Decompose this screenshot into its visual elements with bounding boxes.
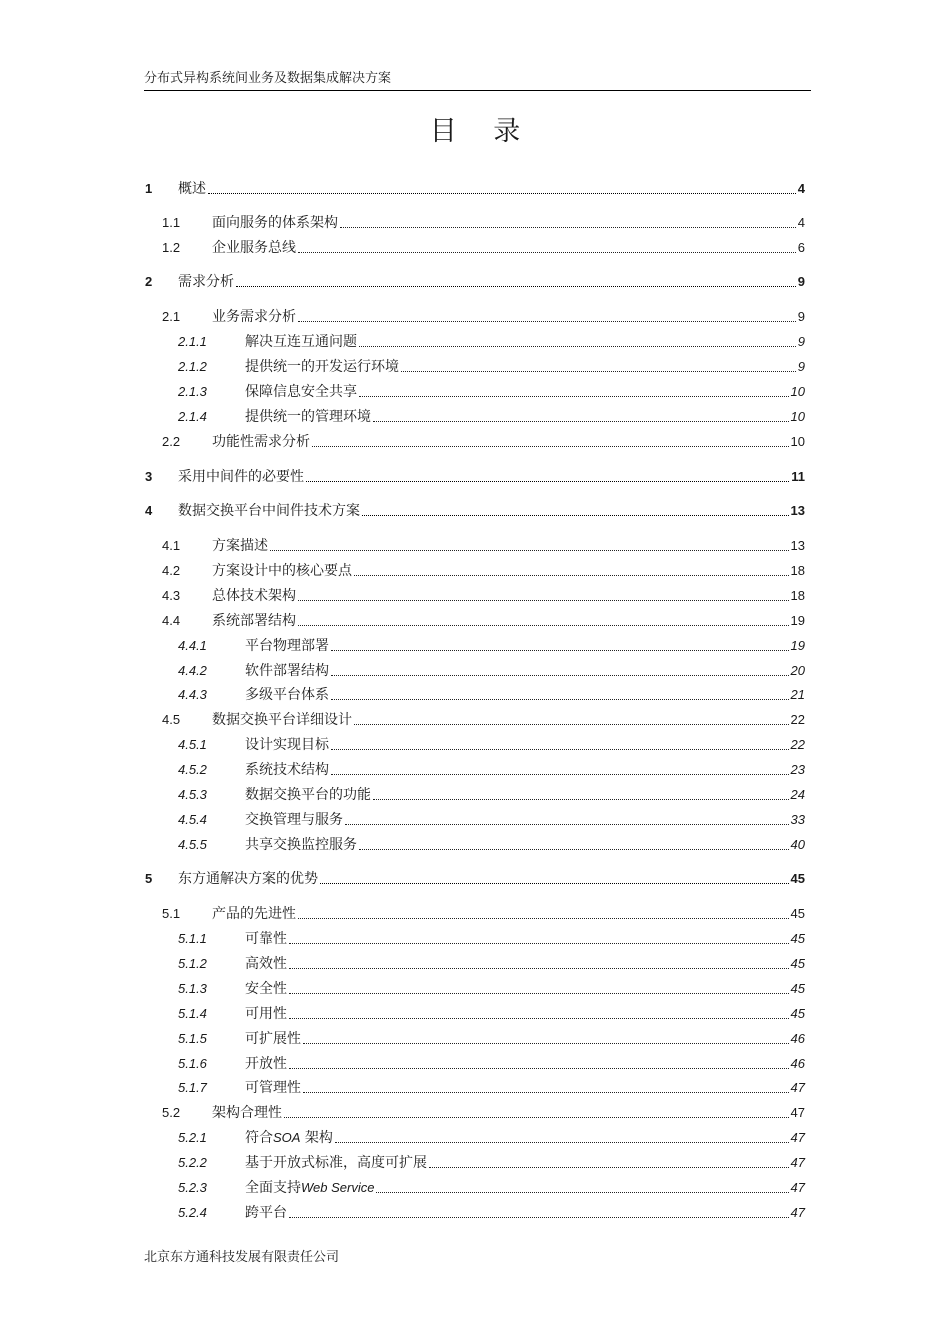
toc-leader-dots [354, 724, 789, 725]
toc-entry-page: 9 [797, 309, 805, 324]
toc-entry-page: 10 [790, 434, 805, 449]
toc-entry-page: 23 [790, 762, 805, 777]
toc-leader-dots [303, 1092, 789, 1093]
toc-leader-dots [429, 1167, 789, 1168]
toc-leader-dots [236, 286, 796, 287]
toc-entry-number: 3 [145, 469, 153, 484]
toc-leader-dots [312, 446, 789, 447]
toc-entry-title: 东方通解决方案的优势 [178, 871, 318, 887]
toc-entry-page: 4 [797, 181, 805, 196]
toc-entry-page: 18 [790, 563, 805, 578]
toc-entry-page: 20 [790, 663, 805, 678]
toc-entry-title: 高效性 [245, 956, 287, 972]
toc-entry-title: 需求分析 [178, 274, 234, 290]
header-text: 分布式异构系统间业务及数据集成解决方案 [144, 71, 392, 86]
toc-leader-dots [289, 968, 789, 969]
toc-leader-dots [306, 481, 789, 482]
toc-leader-dots [270, 550, 789, 551]
toc-entry-number: 1.1 [162, 215, 181, 230]
toc-entry-title: 多级平台体系 [245, 687, 329, 703]
toc-entry[interactable] [0, 466, 950, 488]
toc-entry[interactable] [0, 868, 950, 890]
toc-entry-page: 47 [790, 1155, 805, 1170]
toc-entry-title: 软件部署结构 [245, 663, 329, 679]
toc-entry[interactable] [0, 709, 950, 731]
toc-entry[interactable] [0, 535, 950, 557]
toc-entry-title: 可用性 [245, 1006, 287, 1022]
toc-entry[interactable] [0, 928, 950, 950]
toc-leader-dots [345, 824, 789, 825]
toc-entry[interactable] [0, 1003, 950, 1025]
toc-entry-title: 提供统一的开发运行环境 [245, 359, 399, 375]
toc-entry[interactable] [0, 1102, 950, 1124]
toc-entry[interactable] [0, 306, 950, 328]
toc-entry-title: 业务需求分析 [212, 309, 296, 325]
toc-entry[interactable] [0, 610, 950, 632]
toc-entry-title: 架构合理性 [212, 1105, 282, 1121]
toc-entry-title: 产品的先进性 [212, 906, 296, 922]
toc-leader-dots [298, 252, 796, 253]
toc-entry-page: 24 [790, 787, 805, 802]
toc-entry-page: 45 [790, 1006, 805, 1021]
toc-entry-number: 4.5.4 [178, 812, 207, 827]
toc-entry-title: 方案描述 [212, 538, 268, 554]
toc-leader-dots [289, 1018, 789, 1019]
toc-entry-page: 45 [790, 981, 805, 996]
toc-entry-page: 47 [790, 1105, 805, 1120]
toc-entry-title: 安全性 [245, 981, 287, 997]
toc-entry[interactable] [0, 660, 950, 682]
toc-leader-dots [401, 371, 796, 372]
toc-entry[interactable] [0, 1028, 950, 1050]
toc-entry-number: 5.1.6 [178, 1056, 207, 1071]
toc-entry-title: 可靠性 [245, 931, 287, 947]
toc-leader-dots [331, 675, 789, 676]
toc-leader-dots [289, 1217, 789, 1218]
toc-entry-number: 5.1.4 [178, 1006, 207, 1021]
toc-entry-number: 2 [145, 274, 153, 289]
toc-entry-page: 22 [790, 737, 805, 752]
toc-leader-dots [303, 1043, 789, 1044]
toc-entry-number: 4.1 [162, 538, 181, 553]
toc-leader-dots [362, 515, 789, 516]
toc-entry-title: 数据交换平台详细设计 [212, 712, 352, 728]
toc-entry-title: 概述 [178, 181, 206, 197]
toc-entry-page: 6 [797, 240, 805, 255]
toc-entry-title: 全面支持Web Service [245, 1180, 375, 1196]
toc-entry-page: 45 [790, 956, 805, 971]
toc-entry-page: 9 [797, 274, 805, 289]
toc-entry[interactable] [0, 331, 950, 353]
toc-entry-title: 解决互连互通问题 [245, 334, 357, 350]
toc-entry-page: 47 [790, 1205, 805, 1220]
toc-entry-title: 符合SOA 架构 [245, 1130, 333, 1146]
toc-entry-number: 5.2.1 [178, 1130, 207, 1145]
toc-entry-number: 5.1.2 [178, 956, 207, 971]
toc-entry-page: 33 [790, 812, 805, 827]
toc-entry-number: 4.5.1 [178, 737, 207, 752]
toc-leader-dots [298, 321, 796, 322]
toc-leader-dots [289, 993, 789, 994]
toc-entry-number: 1.2 [162, 240, 181, 255]
toc-entry-title: 面向服务的体系架构 [212, 215, 338, 231]
toc-entry-page: 47 [790, 1130, 805, 1145]
toc-leader-dots [284, 1117, 789, 1118]
toc-entry-page: 9 [797, 334, 805, 349]
toc-entry[interactable] [0, 635, 950, 657]
toc-leader-dots [359, 346, 796, 347]
toc-entry-title: 基于开放式标准，高度可扩展 [245, 1155, 427, 1171]
toc-entry-page: 45 [790, 931, 805, 946]
toc-entry-title: 总体技术架构 [212, 588, 296, 604]
toc-entry-page: 47 [790, 1080, 805, 1095]
toc-entry[interactable] [0, 431, 950, 453]
toc-entry-title: 系统技术结构 [245, 762, 329, 778]
toc-entry-title: 可扩展性 [245, 1031, 301, 1047]
toc-leader-dots [331, 650, 789, 651]
toc-entry[interactable] [0, 271, 950, 293]
toc-entry-title: 采用中间件的必要性 [178, 469, 304, 485]
toc-entry-page: 22 [790, 712, 805, 727]
toc-entry[interactable] [0, 809, 950, 831]
toc-entry-page: 40 [790, 837, 805, 852]
toc-entry-title: 功能性需求分析 [212, 434, 310, 450]
toc-entry-title: 企业服务总线 [212, 240, 296, 256]
toc-entry-number: 4.5.3 [178, 787, 207, 802]
toc-entry-number: 4.4.2 [178, 663, 207, 678]
toc-entry-page: 10 [790, 384, 805, 399]
toc-leader-dots [373, 421, 789, 422]
toc-entry[interactable] [0, 759, 950, 781]
toc-entry-page: 21 [790, 687, 805, 702]
toc-leader-dots [331, 774, 789, 775]
toc-leader-dots [373, 799, 789, 800]
toc-entry-number: 5.1.3 [178, 981, 207, 996]
toc-entry-number: 5.2.4 [178, 1205, 207, 1220]
toc-entry-number: 2.1 [162, 309, 181, 324]
toc-leader-dots [376, 1192, 788, 1193]
toc-entry-title: 开放性 [245, 1056, 287, 1072]
toc-entry[interactable] [0, 734, 950, 756]
toc-entry[interactable] [0, 381, 950, 403]
toc-leader-dots [298, 625, 789, 626]
toc-entry-title: 方案设计中的核心要点 [212, 563, 352, 579]
toc-entry-title: 跨平台 [245, 1205, 287, 1221]
toc-leader-dots [289, 1068, 789, 1069]
toc-leader-dots [359, 396, 789, 397]
toc-entry-page: 19 [790, 613, 805, 628]
toc-entry[interactable] [0, 784, 950, 806]
toc-entry[interactable] [0, 178, 950, 200]
toc-leader-dots [320, 883, 789, 884]
toc-entry[interactable] [0, 834, 950, 856]
toc-entry-title: 设计实现目标 [245, 737, 329, 753]
toc-entry-page: 19 [790, 638, 805, 653]
toc-entry[interactable] [0, 1152, 950, 1174]
toc-entry[interactable] [0, 1053, 950, 1075]
toc-leader-dots [335, 1142, 789, 1143]
toc-entry[interactable] [0, 953, 950, 975]
toc-entry-page: 10 [790, 409, 805, 424]
toc-entry[interactable] [0, 500, 950, 522]
toc-entry[interactable] [0, 978, 950, 1000]
toc-entry-number: 5.1.1 [178, 931, 207, 946]
toc-entry[interactable] [0, 684, 950, 706]
toc-entry[interactable] [0, 560, 950, 582]
toc-entry[interactable] [0, 356, 950, 378]
toc-entry-title: 数据交换平台中间件技术方案 [178, 503, 360, 519]
toc-entry[interactable] [0, 1177, 950, 1199]
toc-leader-dots [208, 193, 796, 194]
toc-entry-number: 5.1.5 [178, 1031, 207, 1046]
toc-entry-number: 4.2 [162, 563, 181, 578]
toc-entry[interactable] [0, 212, 950, 234]
toc-entry-page: 18 [790, 588, 805, 603]
running-footer [144, 1248, 339, 1268]
toc-entry[interactable] [0, 585, 950, 607]
toc-entry-number: 4.4 [162, 613, 181, 628]
toc-leader-dots [289, 943, 789, 944]
footer-text: 北京东方通科技发展有限责任公司 [144, 1250, 340, 1265]
toc-entry-number: 4 [145, 503, 153, 518]
toc-leader-dots [359, 849, 789, 850]
toc-entry-page: 13 [790, 503, 805, 518]
toc-entry-number: 4.4.3 [178, 687, 207, 702]
toc-entry-number: 2.1.2 [178, 359, 207, 374]
toc-entry-number: 4.5.2 [178, 762, 207, 777]
toc-entry-page: 13 [790, 538, 805, 553]
toc-entry-page: 9 [797, 359, 805, 374]
toc-entry-title: 共享交换监控服务 [245, 837, 357, 853]
toc-entry-number: 4.5.5 [178, 837, 207, 852]
toc-entry-title: 数据交换平台的功能 [245, 787, 371, 803]
toc-entry-page: 11 [791, 469, 805, 484]
toc-entry-page: 46 [790, 1056, 805, 1071]
toc-leader-dots [354, 575, 789, 576]
toc-entry-number: 4.5 [162, 712, 181, 727]
toc-leader-dots [298, 918, 789, 919]
toc-entry-number: 5.1 [162, 906, 181, 921]
toc-entry-number: 5.2 [162, 1105, 181, 1120]
toc-entry-title: 保障信息安全共享 [245, 384, 357, 400]
toc-entry-number: 5.2.2 [178, 1155, 207, 1170]
toc-entry-number: 4.3 [162, 588, 181, 603]
toc-entry-number: 4.4.1 [178, 638, 207, 653]
toc-leader-dots [331, 699, 789, 700]
toc-entry-number: 2.2 [162, 434, 181, 449]
toc-entry-number: 2.1.1 [178, 334, 207, 349]
toc-leader-dots [340, 227, 796, 228]
toc-entry-page: 45 [790, 906, 805, 921]
toc-entry-number: 2.1.4 [178, 409, 207, 424]
toc-entry-number: 5.1.7 [178, 1080, 207, 1095]
page-title: 目 录 [429, 116, 535, 147]
toc-entry-page: 47 [790, 1180, 805, 1195]
toc-entry-page: 45 [790, 871, 805, 886]
toc-entry-number: 2.1.3 [178, 384, 207, 399]
toc-entry[interactable] [0, 1202, 950, 1224]
toc-leader-dots [331, 749, 789, 750]
toc-entry-number: 5.2.3 [178, 1180, 207, 1195]
toc-entry[interactable] [0, 406, 950, 428]
toc-entry-title: 系统部署结构 [212, 613, 296, 629]
toc-entry-title: 提供统一的管理环境 [245, 409, 371, 425]
toc-entry[interactable] [0, 237, 950, 259]
toc-entry-page: 46 [790, 1031, 805, 1046]
toc-entry[interactable] [0, 1077, 950, 1099]
toc-entry-title: 平台物理部署 [245, 638, 329, 654]
toc-entry-number: 1 [145, 181, 153, 196]
toc-leader-dots [298, 600, 789, 601]
toc-entry-page: 4 [797, 215, 805, 230]
toc-entry-title: 交换管理与服务 [245, 812, 343, 828]
toc-entry[interactable] [0, 1127, 950, 1149]
toc-entry[interactable] [0, 903, 950, 925]
toc-entry-title: 可管理性 [245, 1080, 301, 1096]
toc-entry-number: 5 [145, 871, 153, 886]
